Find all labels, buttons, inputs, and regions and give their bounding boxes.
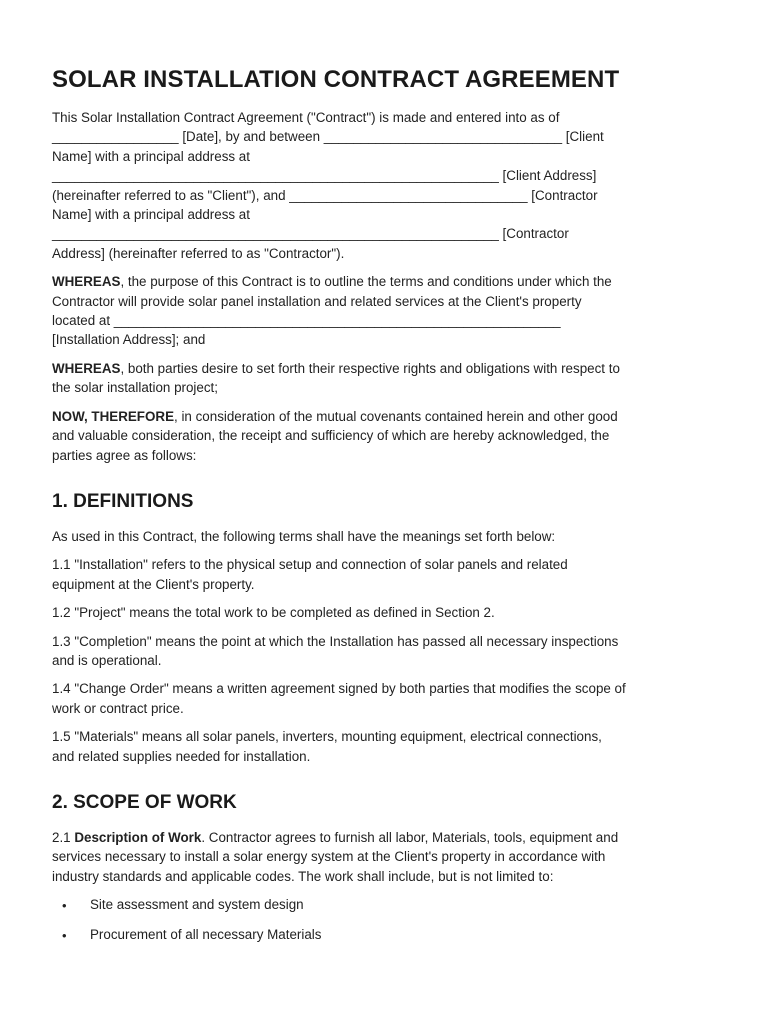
intro-line: (hereinafter referred to as "Client"), and ________________________________ [Contractor: [52, 187, 598, 203]
bullet-icon: •: [62, 898, 67, 914]
paragraph-line: , the purpose of this Contract is to outline the terms and conditions under which the: [120, 274, 612, 290]
intro-line: ____________________________________________________________ [Client Address]: [52, 168, 597, 184]
now-therefore-label: NOW, THEREFORE: [52, 408, 175, 424]
intro-line: Name] with a principal address at: [52, 148, 250, 164]
list-item-text: Procurement of all necessary Materials: [90, 926, 322, 942]
scope-bullet-list: [52, 895, 724, 944]
whereas-label: WHEREAS: [52, 274, 121, 290]
paragraph-line: the solar installation project;: [52, 380, 218, 396]
paragraph-line: work or contract price.: [52, 700, 184, 716]
paragraph-line: [Installation Address]; and: [52, 332, 206, 348]
intro-line: Name] with a principal address at: [52, 207, 250, 223]
whereas-rights-paragraph: [52, 359, 724, 398]
whereas-purpose-paragraph: [52, 272, 724, 350]
paragraph-line: services necessary to install a solar energy system at the Client's property in accordance with: [52, 849, 606, 865]
definitions-intro: As used in this Contract, the following terms shall have the meanings set forth below:: [52, 528, 556, 544]
paragraph-line: equipment at the Client's property.: [52, 576, 255, 592]
bullet-icon: •: [62, 927, 67, 943]
intro-line: This Solar Installation Contract Agreement ("Contract") is made and entered into as of: [52, 110, 560, 125]
paragraph-line: 1.3 "Completion" means the point at which the Installation has passed all necessary inspections: [52, 633, 619, 649]
list-item: [52, 895, 724, 914]
list-item-text: Site assessment and system design: [90, 897, 304, 913]
paragraph-line: and related supplies needed for installation.: [52, 748, 311, 764]
clause-title: Description of Work: [74, 829, 202, 845]
intro-line: _________________ [Date], by and between ________________________________ [Client: [52, 129, 604, 145]
document-body: [52, 66, 724, 954]
paragraph-line: and valuable consideration, the receipt and sufficiency of which are hereby acknowledged, the: [52, 428, 610, 444]
paragraph-line: . Contractor agrees to furnish all labor, Materials, tools, equipment and: [201, 829, 619, 845]
paragraph-line: 1.1 "Installation" refers to the physical setup and connection of solar panels and related: [52, 557, 568, 573]
paragraph-line: industry standards and applicable codes. The work shall include, but is not limited to:: [52, 868, 554, 884]
definition-1-3: [52, 632, 724, 671]
paragraph-line: Contractor will provide solar panel installation and related services at the Client's property: [52, 293, 582, 309]
clause-number: 2.1: [52, 829, 75, 845]
list-item: [52, 925, 724, 944]
paragraph-line: located at ____________________________________________________________: [52, 313, 561, 329]
paragraph-line: and is operational.: [52, 652, 162, 668]
paragraph-line: 1.4 "Change Order" means a written agreement signed by both parties that modifies the scope of: [52, 681, 626, 697]
section-heading-definitions: 1. DEFINITIONS: [52, 490, 194, 512]
now-therefore-paragraph: [52, 407, 724, 465]
document-title: SOLAR INSTALLATION CONTRACT AGREEMENT: [52, 66, 620, 93]
paragraph-line: 1.2 "Project" means the total work to be completed as defined in Section 2.: [52, 605, 495, 621]
intro-line: Address] (hereinafter referred to as "Contractor").: [52, 245, 345, 261]
section-heading-scope: 2. SCOPE OF WORK: [52, 791, 237, 813]
paragraph-line: 1.5 "Materials" means all solar panels, inverters, mounting equipment, electrical connections,: [52, 729, 602, 745]
definition-1-4: [52, 679, 724, 718]
definition-1-1: [52, 555, 724, 594]
intro-line: ____________________________________________________________ [Contractor: [52, 226, 569, 242]
definition-1-5: [52, 727, 724, 766]
definition-1-2: [52, 603, 724, 622]
paragraph-line: parties agree as follows:: [52, 447, 197, 463]
scope-description-paragraph: [52, 828, 724, 886]
whereas-label: WHEREAS: [52, 360, 121, 376]
paragraph-line: , both parties desire to set forth their respective rights and obligations with respect to: [120, 360, 620, 376]
intro-paragraph: [52, 108, 724, 263]
paragraph-line: , in consideration of the mutual covenants contained herein and other good: [174, 408, 618, 424]
